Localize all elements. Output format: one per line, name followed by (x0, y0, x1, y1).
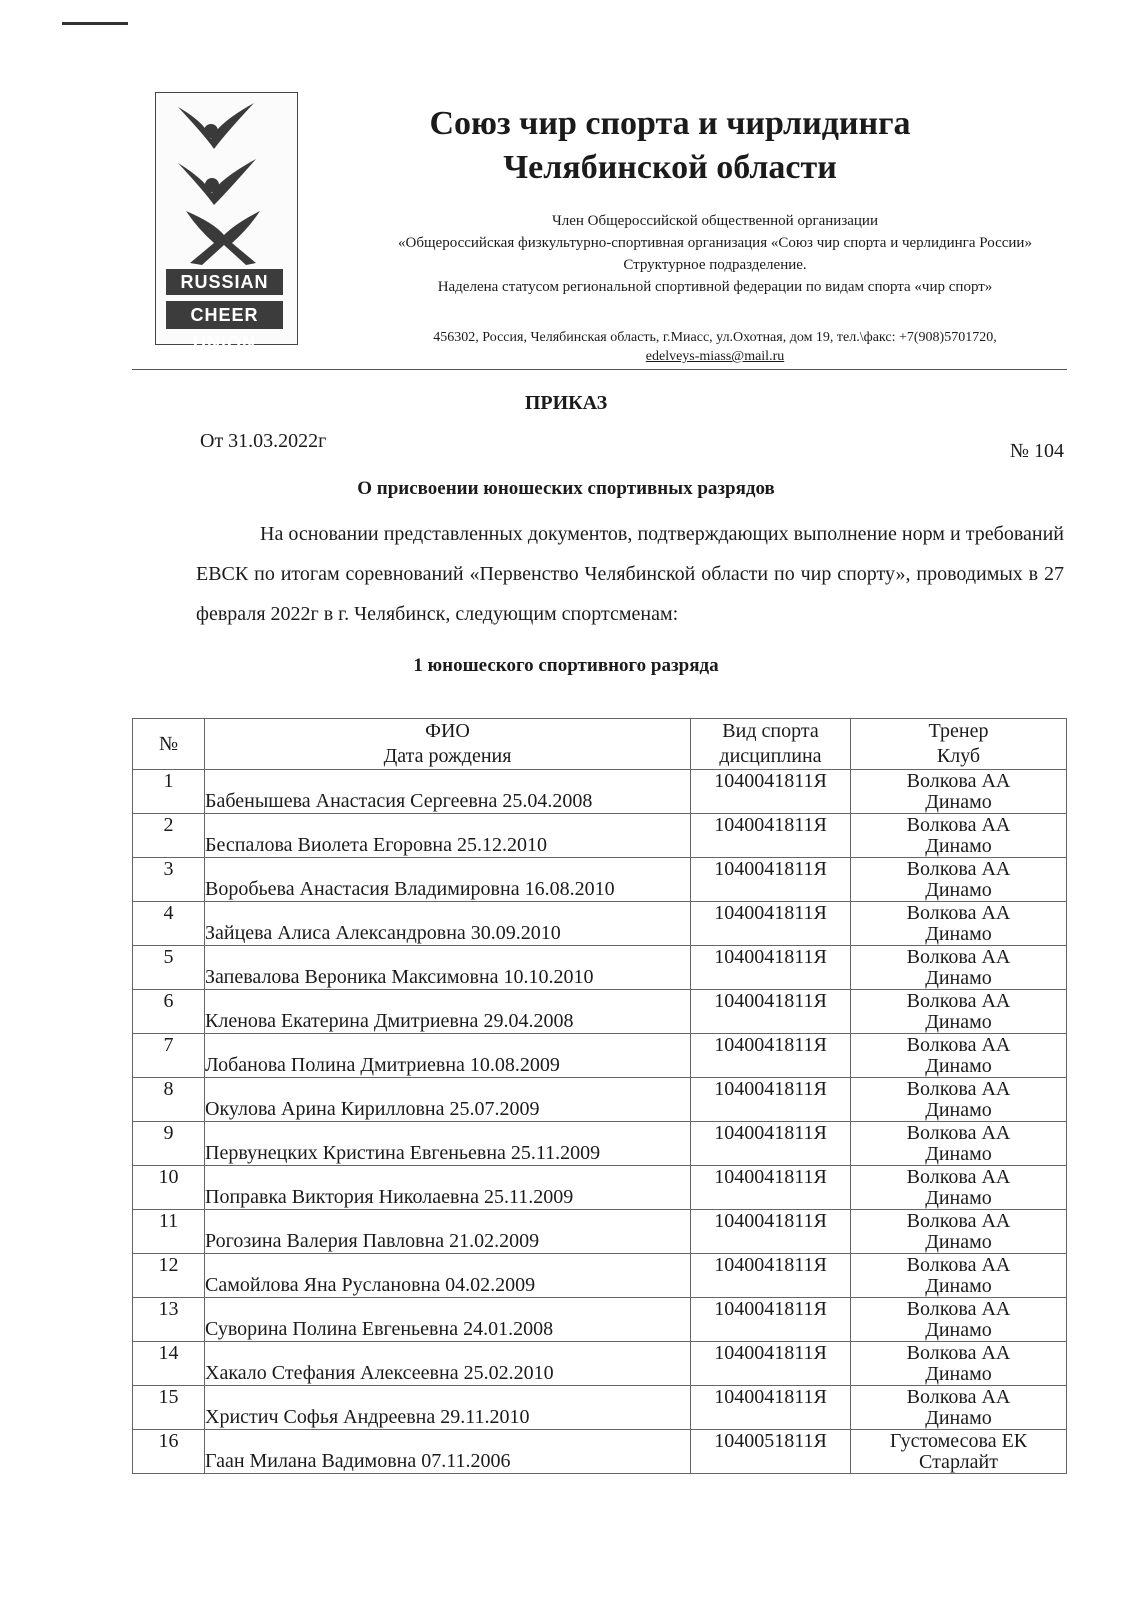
table-row (133, 902, 1067, 946)
order-subject: О присвоении юношеских спортивных разрядов (357, 478, 775, 499)
coach-club (851, 858, 1067, 902)
sport-discipline-code: 1040041811Я (691, 1078, 851, 1122)
athlete-name-dob: Лобанова Полина Дмитриевна 10.08.2009 (205, 1034, 691, 1078)
row-number: 4 (133, 902, 205, 946)
sport-discipline-code: 1040041811Я (691, 1034, 851, 1078)
coach-club (851, 1342, 1067, 1386)
athlete-name-dob: Первунецких Кристина Евгеньевна 25.11.2009 (205, 1122, 691, 1166)
table-row (133, 1298, 1067, 1342)
athlete-name-dob: Гаан Милана Вадимовна 07.11.2006 (205, 1430, 691, 1474)
athlete-name-dob: Кленова Екатерина Дмитриевна 29.04.2008 (205, 990, 691, 1034)
athlete-name-dob: Запевалова Вероника Максимовна 10.10.2010 (205, 946, 691, 990)
table-row (133, 1122, 1067, 1166)
coach-club (851, 814, 1067, 858)
order-title: ПРИКАЗ (524, 392, 608, 414)
org-email-link[interactable]: edelveys-miass@mail.ru (645, 349, 785, 364)
coach-club (851, 1386, 1067, 1430)
athlete-name-dob: Окулова Арина Кирилловна 25.07.2009 (205, 1078, 691, 1122)
table-row (133, 1386, 1067, 1430)
club-name: Динамо (925, 1318, 992, 1341)
col-header-fio-line1: ФИО (425, 720, 470, 742)
section-title: 1 юношеского спортивного разряда (413, 655, 719, 676)
coach-club (851, 1254, 1067, 1298)
row-number: 13 (133, 1298, 205, 1342)
coach-name: Волкова АА (906, 1077, 1011, 1100)
table-row (133, 1254, 1067, 1298)
sport-discipline-code: 1040041811Я (691, 1166, 851, 1210)
club-name: Динамо (925, 878, 992, 901)
club-name: Динамо (925, 1098, 992, 1121)
club-name: Динамо (925, 790, 992, 813)
col-header-coach-line2: Клуб (936, 745, 981, 767)
table-row (133, 770, 1067, 814)
club-name: Динамо (925, 1406, 992, 1429)
row-number: 6 (133, 990, 205, 1034)
row-number: 7 (133, 1034, 205, 1078)
sport-discipline-code: 1040051811Я (691, 1430, 851, 1474)
col-header-num: № (133, 719, 205, 770)
cheer-figures-icon (156, 93, 297, 268)
club-name: Динамо (925, 1010, 992, 1033)
row-number: 1 (133, 770, 205, 814)
row-number: 10 (133, 1166, 205, 1210)
club-name: Динамо (925, 922, 992, 945)
club-name: Динамо (925, 1186, 992, 1209)
coach-club (851, 1122, 1067, 1166)
coach-club (851, 946, 1067, 990)
coach-name: Волкова АА (906, 1341, 1011, 1364)
col-header-sport-line1: Вид спорта (722, 720, 819, 742)
athlete-name-dob: Суворина Полина Евгеньевна 24.01.2008 (205, 1298, 691, 1342)
org-info-line: Член Общероссийской общественной организации (552, 213, 878, 229)
sport-discipline-code: 1040041811Я (691, 902, 851, 946)
table-row (133, 814, 1067, 858)
club-name: Старлайт (919, 1450, 998, 1473)
table-row (133, 1430, 1067, 1474)
athlete-name-dob: Беспалова Виолета Егоровна 25.12.2010 (205, 814, 691, 858)
coach-club (851, 1430, 1067, 1474)
coach-name: Волкова АА (906, 1297, 1011, 1320)
club-name: Динамо (925, 1274, 992, 1297)
club-name: Динамо (925, 834, 992, 857)
sport-discipline-code: 1040041811Я (691, 1122, 851, 1166)
org-name-line2: Челябинской области (503, 149, 837, 186)
col-header-fio (205, 719, 691, 770)
coach-club (851, 1210, 1067, 1254)
row-number: 5 (133, 946, 205, 990)
col-header-coach (851, 719, 1067, 770)
table-row (133, 990, 1067, 1034)
org-info-line: Наделена статусом региональной спортивной федерации по видам спорта «чир спорт» (437, 279, 993, 295)
coach-name: Волкова АА (906, 989, 1011, 1012)
col-header-sport-line2: дисциплина (719, 745, 822, 767)
athlete-name-dob: Рогозина Валерия Павловна 21.02.2009 (205, 1210, 691, 1254)
athlete-name-dob: Бабенышева Анастасия Сергеевна 25.04.2008 (205, 770, 691, 814)
coach-name: Волкова АА (906, 857, 1011, 880)
coach-club (851, 1298, 1067, 1342)
club-name: Динамо (925, 1362, 992, 1385)
scan-corner-mark (62, 22, 128, 25)
coach-club (851, 1034, 1067, 1078)
row-number: 15 (133, 1386, 205, 1430)
coach-club (851, 990, 1067, 1034)
athlete-name-dob: Поправка Виктория Николаевна 25.11.2009 (205, 1166, 691, 1210)
sport-discipline-code: 1040041811Я (691, 1342, 851, 1386)
coach-name: Густомесова ЕК (889, 1429, 1028, 1452)
club-name: Динамо (925, 1054, 992, 1077)
athlete-name-dob: Хакало Стефания Алексеевна 25.02.2010 (205, 1342, 691, 1386)
row-number: 3 (133, 858, 205, 902)
athlete-name-dob: Христич Софья Андреевна 29.11.2010 (205, 1386, 691, 1430)
sport-discipline-code: 1040041811Я (691, 770, 851, 814)
coach-club (851, 770, 1067, 814)
sport-discipline-code: 1040041811Я (691, 946, 851, 990)
col-header-fio-line2: Дата рождения (383, 745, 512, 767)
sport-discipline-code: 1040041811Я (691, 1254, 851, 1298)
org-address: 456302, Россия, Челябинская область, г.Миасс, ул.Охотная, дом 19, тел.\факс: +7(908)5701720, (433, 330, 997, 345)
sport-discipline-code: 1040041811Я (691, 814, 851, 858)
coach-name: Волкова АА (906, 769, 1011, 792)
row-number: 14 (133, 1342, 205, 1386)
order-number: № 104 (1009, 440, 1064, 462)
org-info-line: «Общероссийская физкультурно-спортивная организация «Союз чир спорта и черлидинга России» (398, 235, 1032, 251)
table-row (133, 1034, 1067, 1078)
logo-text-cheer-union: CHEER UNION (166, 301, 283, 329)
athlete-name-dob: Воробьева Анастасия Владимировна 16.08.2010 (205, 858, 691, 902)
club-name: Динамо (925, 1142, 992, 1165)
org-logo (155, 92, 298, 353)
logo-text-russian: RUSSIAN (166, 269, 283, 295)
row-number: 2 (133, 814, 205, 858)
club-name: Динамо (925, 1230, 992, 1253)
sport-discipline-code: 1040041811Я (691, 990, 851, 1034)
row-number: 12 (133, 1254, 205, 1298)
table-header-row (133, 719, 1067, 770)
order-body-text: На основании представленных документов, подтверждающих выполнение норм и требований ЕВСК по итогам соревнований «Первенство Челябинской области по чир спорту», проводимых в 27 февраля 2022г в г. Челябинск, следующим спортсменам: (196, 523, 1064, 625)
order-date: От 31.03.2022г (200, 430, 327, 452)
coach-name: Волкова АА (906, 813, 1011, 836)
coach-name: Волкова АА (906, 945, 1011, 968)
coach-club (851, 1166, 1067, 1210)
org-name-line1: Союз чир спорта и чирлидинга (429, 105, 911, 142)
table-row (133, 946, 1067, 990)
club-name: Динамо (925, 966, 992, 989)
sport-discipline-code: 1040041811Я (691, 1298, 851, 1342)
athletes-table (132, 718, 1067, 1474)
org-info-line: Структурное подразделение. (623, 257, 807, 273)
coach-club (851, 902, 1067, 946)
athlete-name-dob: Самойлова Яна Руслановна 04.02.2009 (205, 1254, 691, 1298)
header-divider (132, 369, 1067, 370)
table-row (133, 1342, 1067, 1386)
table-row (133, 1166, 1067, 1210)
coach-club (851, 1078, 1067, 1122)
coach-name: Волкова АА (906, 1253, 1011, 1276)
coach-name: Волкова АА (906, 901, 1011, 924)
row-number: 11 (133, 1210, 205, 1254)
col-header-coach-line1: Тренер (928, 720, 989, 742)
coach-name: Волкова АА (906, 1121, 1011, 1144)
col-header-sport (691, 719, 851, 770)
row-number: 9 (133, 1122, 205, 1166)
coach-name: Волкова АА (906, 1165, 1011, 1188)
table-row (133, 858, 1067, 902)
coach-name: Волкова АА (906, 1033, 1011, 1056)
row-number: 16 (133, 1430, 205, 1474)
coach-name: Волкова АА (906, 1385, 1011, 1408)
table-row (133, 1210, 1067, 1254)
sport-discipline-code: 1040041811Я (691, 1386, 851, 1430)
sport-discipline-code: 1040041811Я (691, 858, 851, 902)
table-row (133, 1078, 1067, 1122)
coach-name: Волкова АА (906, 1209, 1011, 1232)
athlete-name-dob: Зайцева Алиса Александровна 30.09.2010 (205, 902, 691, 946)
sport-discipline-code: 1040041811Я (691, 1210, 851, 1254)
row-number: 8 (133, 1078, 205, 1122)
